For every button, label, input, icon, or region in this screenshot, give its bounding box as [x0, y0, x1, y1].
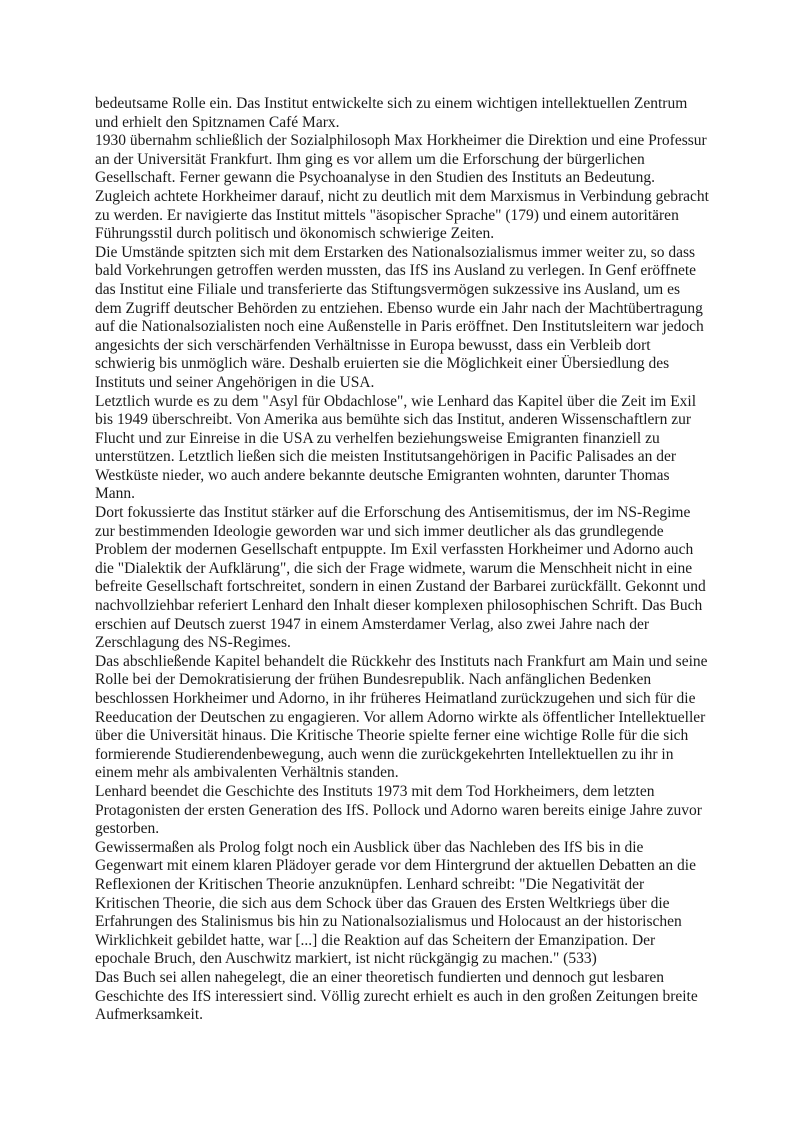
- paragraph-tod-horkheimer: Lenhard beendet die Geschichte des Instituts 1973 mit dem Tod Horkheimers, dem letzten Protagonisten der ersten Generation des IfS. Pollock und Adorno waren bereits einige Jahre zuvor gestorben.: [95, 782, 702, 838]
- paragraph-cafe-marx: bedeutsame Rolle ein. Das Institut entwickelte sich zu einem wichtigen intellektuellen Zentrum und erhielt den Spitznamen Café Marx.: [95, 95, 688, 131]
- paragraph-antisemitismus: Dort fokussierte das Institut stärker auf die Erforschung des Antisemitismus, der im NS-Regime zur bestimmenden Ideologie geworden war und sich immer deutlicher als das grundlegende Problem der modernen Gesellschaft entpuppte. Im Exil verfassten Horkheimer und Adorno auch die "Dialektik der Aufklärung", die sich der Frage widmete, warum die Menschheit nicht in eine befreite Gesellschaft fortschreitet, sondern in einen Zustand der Barbarei zurückfällt. Gekonnt und nachvollziehbar referiert Lenhard den Inhalt dieser komplexen philosophischen Schrift. Das Buch erschien auf Deutsch zuerst 1947 in einem Amsterdamer Verlag, also zwei Jahre nach der Zerschlagung des NS-Regimes.: [95, 504, 706, 652]
- paragraph-marxismus: Zugleich achtete Horkheimer darauf, nicht zu deutlich mit dem Marxismus in Verbindung gebracht zu werden. Er navigierte das Institut mittels "äsopischer Sprache" (179) und einem autoritären Führungsstil durch politisch und ökonomisch schwierige Zeiten.: [95, 187, 709, 243]
- document-body: [95, 95, 709, 1025]
- paragraph-rueckkehr: Das abschließende Kapitel behandelt die Rückkehr des Instituts nach Frankfurt am Main und seine Rolle bei der Demokratisierung der frühen Bundesrepublik. Nach anfänglichen Bedenken beschlossen Horkheimer und Adorno, in ihr früheres Heimatland zurückzugehen und sich für die Reeducation der Deutschen zu engagieren. Vor allem Adorno wirkte als öffentlicher Intellektueller über die Universität hinaus. Die Kritische Theorie spielte ferner eine wichtige Rolle für die sich formierende Studierendenbewegung, auch wenn die zurückgekehrten Intellektuellen zu ihr in einem mehr als ambivalenten Verhältnis standen.: [95, 652, 708, 782]
- paragraph-fazit: Das Buch sei allen nahegelegt, die an einer theoretisch fundierten und dennoch gut lesbaren Geschichte des IfS interessiert sind. Völlig zurecht erhielt es auch in den großen Zeitungen breite Aufmerksamkeit.: [95, 968, 698, 1024]
- paragraph-exil: Letztlich wurde es zu dem "Asyl für Obdachlose", wie Lenhard das Kapitel über die Zeit im Exil bis 1949 überschreibt. Von Amerika aus bemühte sich das Institut, anderen Wissenschaftlern zur Flucht und zur Einreise in die USA zu verhelfen beziehungsweise Emigranten finanziell zu unterstützen. Letztlich ließen sich die meisten Institutsangehörigen in Pacific Palisades an der Westküste nieder, wo auch andere bekannte deutsche Emigranten wohnten, darunter Thomas Mann.: [95, 392, 697, 503]
- paragraph-horkheimer-1930: 1930 übernahm schließlich der Sozialphilosoph Max Horkheimer die Direktion und eine Professur an der Universität Frankfurt. Ihm ging es vor allem um die Erforschung der bürgerlichen Gesellschaft. Ferner gewann die Psychoanalyse in den Studien des Instituts an Bedeutung.: [95, 132, 707, 187]
- paragraph-nationalsozialismus: Die Umstände spitzten sich mit dem Erstarken des Nationalsozialismus immer weiter zu, so dass bald Vorkehrungen getroffen werden mussten, das IfS ins Ausland zu verlegen. In Genf eröffnete das Institut eine Filiale und transferierte das Stiftungsvermögen sukzessive ins Ausland, um es dem Zugriff deutscher Behörden zu entziehen. Ebenso wurde ein Jahr nach der Machtübertragung auf die Nationalsozialisten noch eine Außenstelle in Paris eröffnet. Den Institutsleitern war jedoch angesichts der sich verschärfenden Verhältnisse in Europa bewusst, dass ein Verbleib dort schwierig bis unmöglich wäre. Deshalb eruierten sie die Möglichkeit einer Übersiedlung des Instituts und seiner Angehörigen in die USA.: [95, 243, 704, 391]
- paragraph-prolog: Gewissermaßen als Prolog folgt noch ein Ausblick über das Nachleben des IfS bis in die Gegenwart mit einem klaren Plädoyer gerade vor dem Hintergrund der aktuellen Debatten an die Reflexionen der Kritischen Theorie anzuknüpfen. Lenhard schreibt: "Die Negativität der Kritischen Theorie, die sich aus dem Schock über das Grauen des Ersten Weltkriegs über die Erfahrungen des Stalinismus bis hin zu Nationalsozialismus und Holocaust an der historischen Wirklichkeit gebildet hatte, war [...] die Reaktion auf das Scheitern der Emanzipation. Der epochale Bruch, den Auschwitz markiert, ist nicht rückgängig zu machen." (533): [95, 838, 696, 968]
